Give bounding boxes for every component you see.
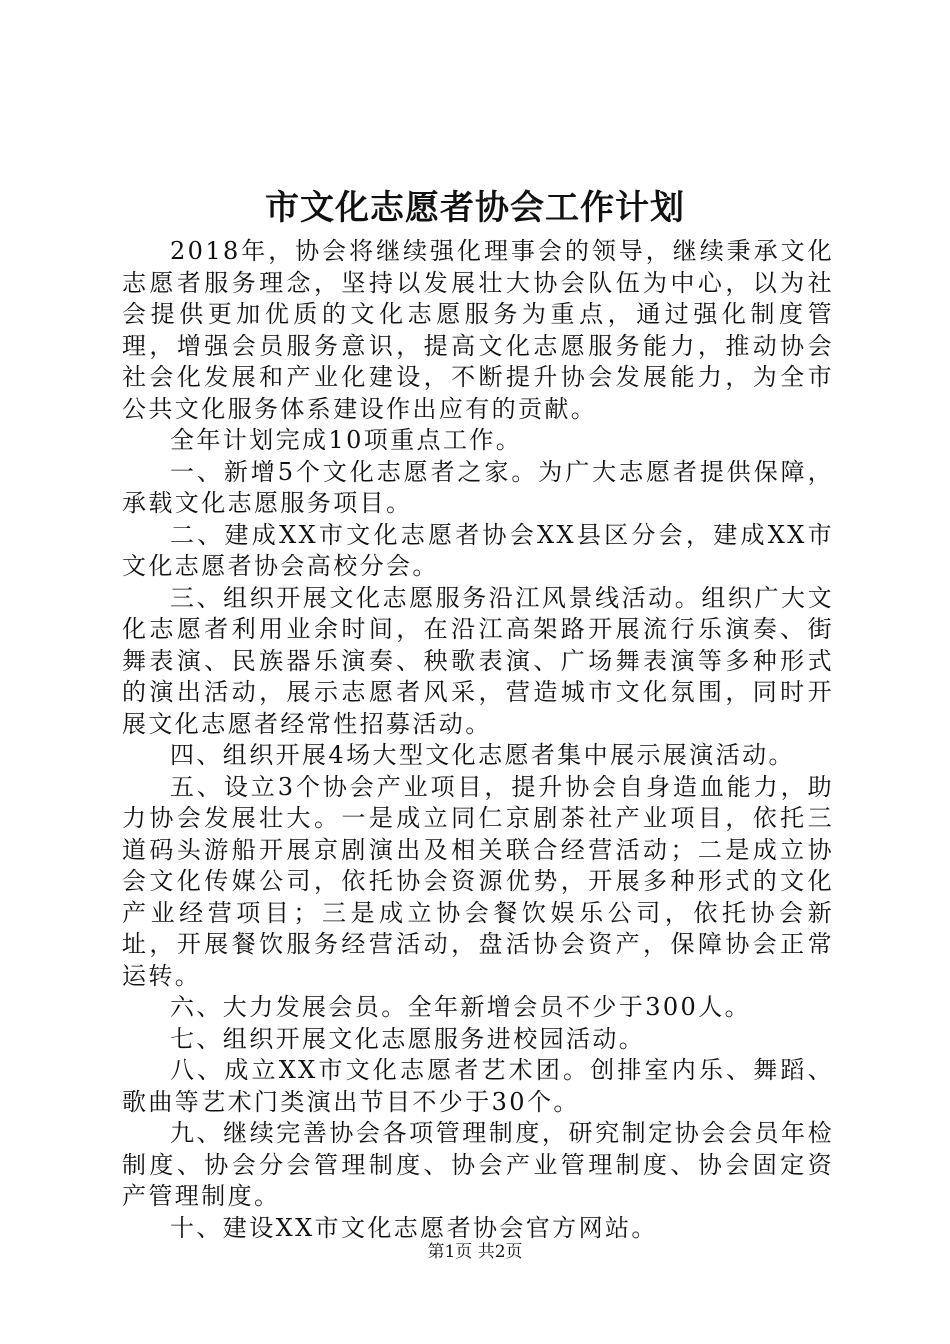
paragraph-item-2: 二、建成XX市文化志愿者协会XX县区分会，建成XX市文化志愿者协会高校分会。 bbox=[122, 520, 834, 580]
paragraph-item-1: 一、新增5个文化志愿者之家。为广大志愿者提供保障，承载文化志愿服务项目。 bbox=[122, 457, 834, 517]
paragraph-item-8: 八、成立XX市文化志愿者艺术团。创排室内乐、舞蹈、歌曲等艺术门类演出节目不少于30个。 bbox=[122, 1056, 834, 1116]
paragraph-summary: 全年计划完成10项重点工作。 bbox=[170, 426, 523, 454]
paragraph-item-9: 九、继续完善协会各项管理制度，研究制定协会会员年检制度、协会分会管理制度、协会产业管理制度、协会固定资产管理制度。 bbox=[122, 1119, 834, 1210]
paragraph-intro: 2018年，协会将继续强化理事会的领导，继续秉承文化志愿者服务理念，坚持以发展壮大协会队伍为中心，以为社会提供更加优质的文化志愿服务为重点，通过强化制度管理，增强会员服务意识，提高文化志愿服务能力，推动协会社会化发展和产业化建设，不断提升协会发展能力，为全市公共文化服务体系建设作出应有的贡献。 bbox=[122, 237, 834, 423]
document-body bbox=[122, 236, 834, 1244]
paragraph-item-10: 十、建设XX市文化志愿者协会官方网站。 bbox=[170, 1213, 658, 1242]
paragraph-item-3: 三、组织开展文化志愿服务沿江风景线活动。组织广大文化志愿者利用业余时间，在沿江高架路开展流行乐演奏、街舞表演、民族器乐演奏、秧歌表演、广场舞表演等多种形式的演出活动，展示志愿者风采，营造城市文化氛围，同时开展文化志愿者经常性招募活动。 bbox=[122, 583, 834, 738]
paragraph-item-7: 七、组织开展文化志愿服务进校园活动。 bbox=[170, 1024, 646, 1053]
page-footer: 第1页 共2页 bbox=[427, 1242, 523, 1262]
paragraph-item-4: 四、组织开展4场大型文化志愿者集中展示展演活动。 bbox=[170, 741, 795, 769]
paragraph-item-5: 五、设立3个协会产业项目，提升协会自身造血能力，助力协会发展壮大。一是成立同仁京剧茶社产业项目，依托三道码头游船开展京剧演出及相关联合经营活动；二是成立协会文化传媒公司，依托协会资源优势，开展多种形式的文化产业经营项目；三是成立协会餐饮娱乐公司，依托协会新址，开展餐饮服务经营活动，盘活协会资产，保障协会正常运转。 bbox=[122, 772, 834, 990]
document-title: 市文化志愿者协会工作计划 bbox=[265, 188, 685, 228]
paragraph-item-6: 六、大力发展会员。全年新增会员不少于300人。 bbox=[170, 993, 752, 1021]
